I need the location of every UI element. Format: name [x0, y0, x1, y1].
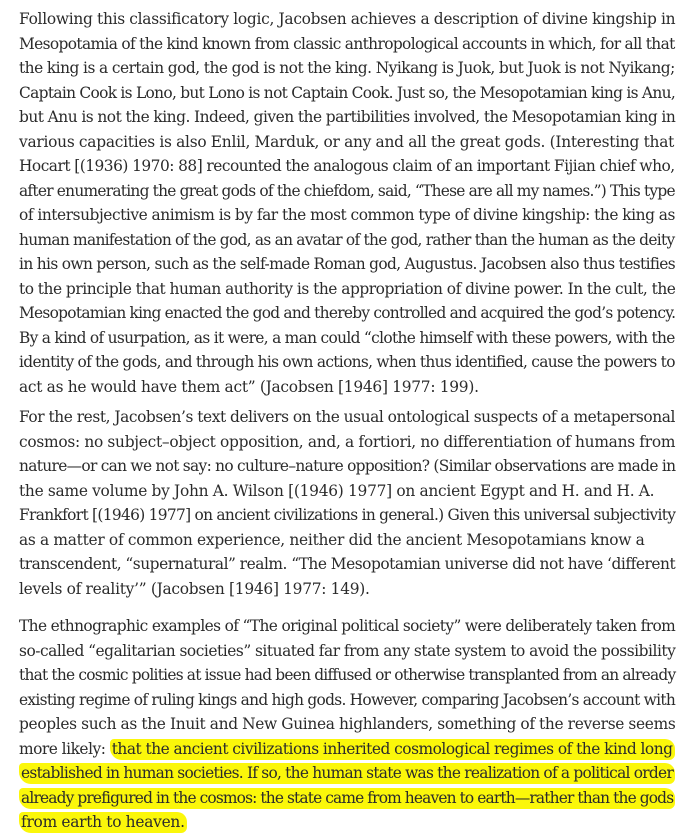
- text-line: Following this classificatory logic, Jacobsen achieves a description of divine kingship in: [19, 10, 676, 28]
- text-plain: more likely:: [19, 739, 110, 758]
- text-line-highlighted: [19, 761, 675, 786]
- text-line: Mesopotamian king enacted the god and thereby controlled and acquired the god’s potency.: [19, 304, 676, 322]
- text-line: transcendent, “supernatural” realm. “The Mesopotamian universe did not have ‘different: [19, 555, 676, 573]
- paragraph-1: [19, 7, 675, 399]
- text-line: so-called “egalitarian societies” situated far from any state system to avoid the possibility: [19, 641, 676, 660]
- highlighted-text: that the ancient civilizations inherited cosmological regimes of the kind long: [111, 739, 673, 758]
- text-line: after enumerating the great gods of the chiefdom, said, “These are all my names.”) This type: [19, 181, 675, 200]
- text-line: existing regime of ruling kings and high gods. However, comparing Jacobsen’s account with: [19, 690, 676, 709]
- text-line: levels of reality’” (Jacobsen [1946] 1977: 149).: [19, 579, 370, 598]
- text-line: By a kind of usurpation, as it were, a man could “clothe himself with these powers, with the: [19, 328, 675, 347]
- text-line: of intersubjective animism is by far the most common type of divine kingship: the king as: [19, 206, 675, 224]
- highlighted-text: already prefigured in the cosmos: the state came from heaven to earth—rather than the gods: [21, 788, 674, 807]
- highlighted-text: established in human societies. If so, the human state was the realization of a political order: [21, 764, 674, 782]
- text-line: Captain Cook is Lono, but Lono is not Captain Cook. Just so, the Mesopotamian king is Anu,: [19, 83, 676, 102]
- text-line: the king is a certain god, the god is not the king. Nyikang is Juok, but Juok is not Nyikang;: [19, 59, 675, 77]
- text-line: peoples such as the Inuit and New Guinea highlanders, something of the reverse seems: [19, 715, 676, 733]
- text-line: but Anu is not the king. Indeed, given the partibilities involved, the Mesopotamian king in: [19, 108, 676, 126]
- paragraph-2: [19, 405, 675, 601]
- text-line: Frankfort [(1946) 1977] on ancient civilizations in general.) Given this universal subjectivity: [19, 506, 676, 524]
- text-line: that the cosmic polities at issue had been diffused or otherwise transplanted from an already: [19, 666, 676, 684]
- text-line: identity of the gods, and through his own actions, when thus identified, cause the powers to: [19, 353, 675, 371]
- text-line: nature—or can we not say: no culture–nature opposition? (Similar observations are made in: [19, 457, 676, 475]
- text-line: The ethnographic examples of “The original political society” were deliberately taken from: [19, 617, 676, 635]
- text-line: as a matter of common experience, neither did the ancient Mesopotamians know a: [19, 530, 645, 549]
- text-line: the same volume by John A. Wilson [(1946) 1977] on ancient Egypt and H. and H. A.: [19, 481, 655, 500]
- text-line-highlighted: [19, 786, 675, 811]
- text-line-mixed: [19, 737, 675, 762]
- highlighted-text: from earth to heaven.: [21, 813, 185, 831]
- text-line: act as he would have them act” (Jacobsen [1946] 1977: 199).: [19, 377, 479, 396]
- text-line: to the principle that human authority is the appropriation of divine power. In the cult, the: [19, 279, 676, 298]
- text-line: various capacities is also Enlil, Marduk, or any and all the great gods. (Interesting that: [19, 132, 675, 151]
- text-line: Hocart [(1936) 1970: 88] recounted the analogous claim of an important Fijian chief who,: [19, 157, 675, 175]
- text-line: cosmos: no subject–object opposition, and, a fortiori, no differentiation of humans from: [19, 432, 676, 451]
- text-line: in his own person, such as the self-made Roman god, Augustus. Jacobsen also thus testifies: [19, 255, 676, 273]
- text-line: For the rest, Jacobsen’s text delivers on the usual ontological suspects of a metapersonal: [19, 408, 675, 426]
- text-line: Mesopotamia of the kind known from classic anthropological accounts in which, for all that: [19, 34, 675, 53]
- text-line: human manifestation of the god, as an avatar of the god, rather than the human as the deity: [19, 230, 675, 249]
- text-line-highlighted: [19, 810, 675, 835]
- paragraph-3: [19, 614, 675, 835]
